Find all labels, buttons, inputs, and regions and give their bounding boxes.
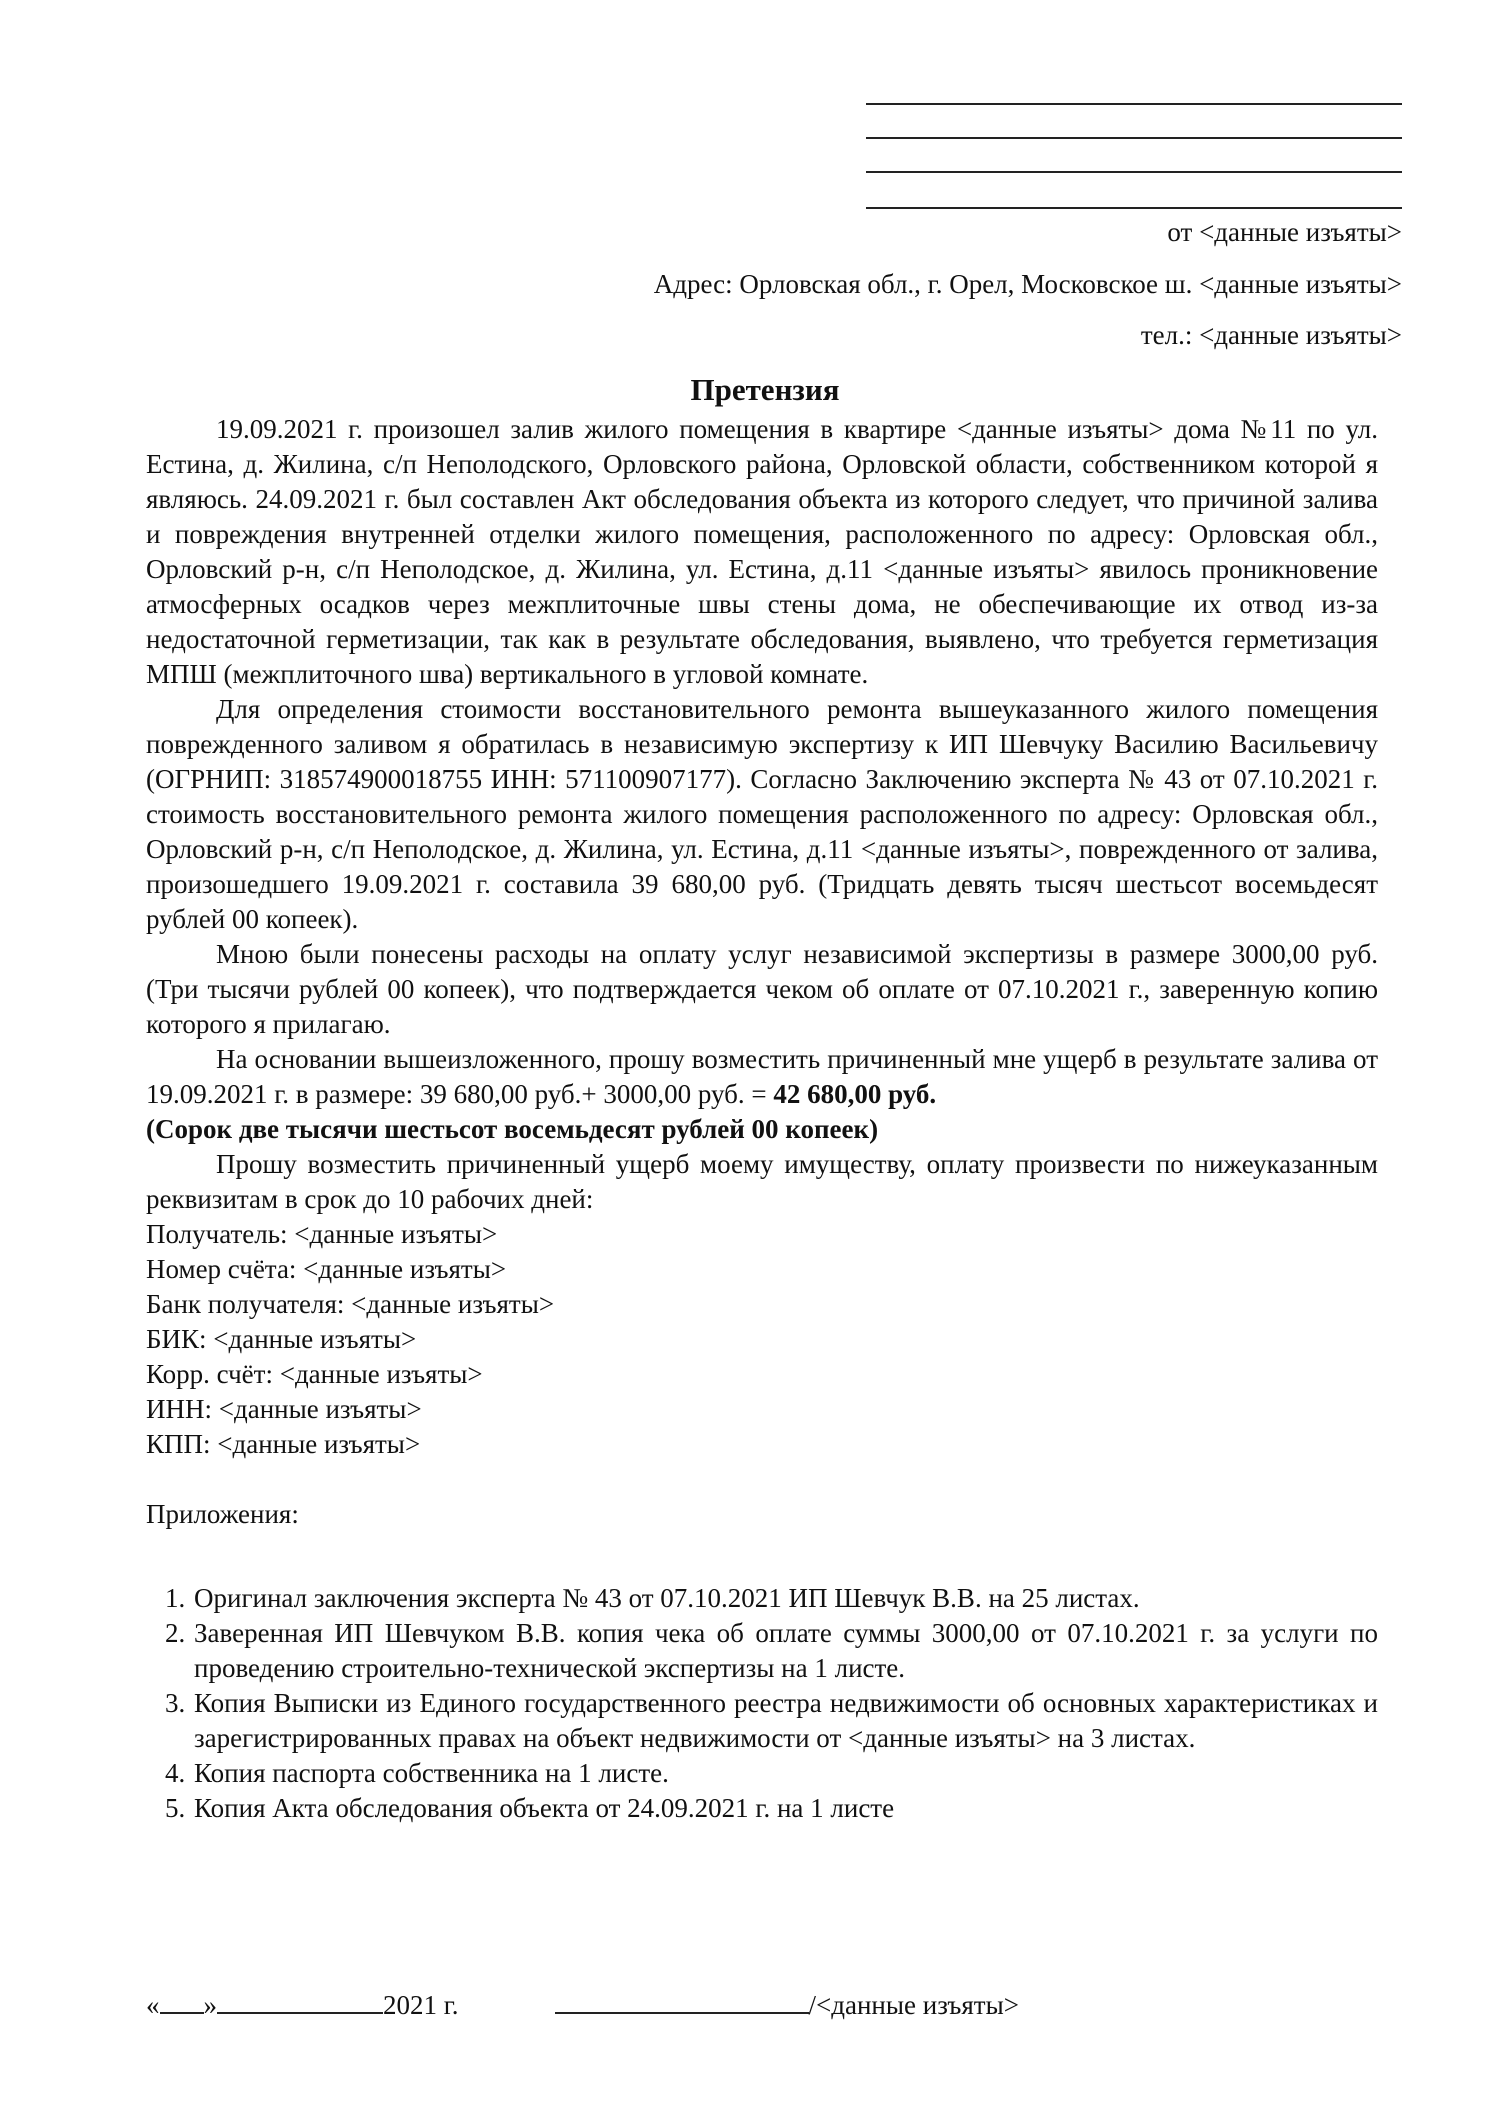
document-body — [146, 412, 1378, 1826]
signature-blank — [555, 1986, 809, 2014]
requisite-recipient: Получатель: <данные изъяты> — [146, 1219, 498, 1249]
attachments-label: Приложения: — [146, 1499, 299, 1529]
requisite-corr-account: Корр. счёт: <данные изъяты> — [146, 1359, 483, 1389]
attachment-item: 3. Копия Выписки из Единого государственного реестра недвижимости об основных характеристиках и зарегистрированных правах на объект недвижимости от <данные изъяты> на 3 листах. — [192, 1686, 1378, 1756]
document-title: Претензия — [690, 372, 840, 407]
requisite-inn: ИНН: <данные изъяты> — [146, 1394, 422, 1424]
requisite-account: Номер счёта: <данные изъяты> — [146, 1254, 507, 1284]
paragraph-demand — [146, 1042, 1378, 1112]
addressee-blank-line — [866, 137, 1402, 139]
requisites-list — [146, 1217, 1378, 1462]
month-blank — [217, 1986, 383, 2014]
signature-line — [146, 1986, 1019, 2023]
attachment-item: 5. Копия Акта обследования объекта от 24.09.2021 г. на 1 листе — [192, 1791, 1378, 1826]
demand-text: На основании вышеизложенного, прошу возместить причиненный мне ущерб в результате залива от 19.09.2021 г. в размере: 39 680,00 руб.+ 3000,00 руб. = — [146, 1044, 1378, 1109]
paragraph-payment-request: Прошу возместить причиненный ущерб моему имуществу, оплату произвести по нижеуказанным реквизитам в срок до 10 рабочих дней: — [146, 1149, 1378, 1214]
addressee-blank-line — [866, 171, 1402, 173]
signature-year: 2021 г. — [383, 1990, 459, 2020]
signature-name: /<данные изъяты> — [808, 1990, 1019, 2020]
requisite-bik: БИК: <данные изъяты> — [146, 1324, 417, 1354]
paragraph-expenses: Мною были понесены расходы на оплату услуг независимой экспертизы в размере 3000,00 руб. (Три тысячи рублей 00 копеек), что подтверждается чеком об оплате от 07.10.2021 г., заверенную копию которого я прилагаю. — [146, 939, 1378, 1039]
addressee-blank-line — [866, 103, 1402, 105]
demand-total-words: (Сорок две тысячи шестьсот восемьдесят рублей 00 копеек) — [146, 1114, 879, 1144]
demand-total: 42 680,00 руб. — [773, 1079, 937, 1109]
day-blank — [160, 1986, 204, 2014]
date-close-quote: » — [203, 1990, 217, 2020]
attachment-item: 2. Заверенная ИП Шевчуком В.В. копия чека об оплате суммы 3000,00 от 07.10.2021 г. за услуги по проведению строительно-технической экспертизы на 1 листе. — [192, 1616, 1378, 1686]
sender-address: Адрес: Орловская обл., г. Орел, Московское ш. <данные изъяты> — [653, 269, 1402, 299]
date-open-quote: « — [146, 1990, 160, 2020]
paragraph-incident: 19.09.2021 г. произошел залив жилого помещения в квартире <данные изъяты> дома №11 по ул. Естина, д. Жилина, с/п Неполодского, Орловского района, Орловской области, собственником которой я являюсь. 24.09.2021 г. был составлен Акт обследования объекта из которого следует, что причиной залива и повреждения внутренней отделки жилого помещения, расположенного по адресу: Орловская обл., Орловский р-н, с/п Неполодское, д. Жилина, ул. Естина, д.11 <данные изъяты> явилось проникновение атмосферных осадков через межплиточные швы стены дома, не обеспечивающие их отвод из-за недостаточной герметизации, так как в результате обследования, выявлено, что требуется герметизация МПШ (межплиточного шва) вертикального в угловой комнате. — [146, 414, 1378, 689]
attachment-item: 4. Копия паспорта собственника на 1 листе. — [192, 1756, 1378, 1791]
sender-from: от <данные изъяты> — [1167, 217, 1402, 247]
requisite-bank: Банк получателя: <данные изъяты> — [146, 1289, 555, 1319]
addressee-blank-line — [866, 207, 1402, 209]
attachment-item: 1. Оригинал заключения эксперта № 43 от 07.10.2021 ИП Шевчук В.В. на 25 листах. — [192, 1581, 1378, 1616]
paragraph-expertise: Для определения стоимости восстановительного ремонта вышеуказанного жилого помещения поврежденного заливом я обратилась в независимую экспертизу к ИП Шевчуку Василию Васильевичу (ОГРНИП: 318574900018755 ИНН: 571100907177). Согласно Заключению эксперта № 43 от 07.10.2021 г. стоимость восстановительного ремонта жилого помещения расположенного по адресу: Орловская обл., Орловский р-н, с/п Неполодское, д. Жилина, ул. Естина, д.11 <данные изъяты>, поврежденного от залива, произошедшего 19.09.2021 г. составила 39 680,00 руб. (Тридцать девять тысяч шестьсот восемьдесят рублей 00 копеек). — [146, 694, 1378, 934]
attachments-list — [146, 1581, 1378, 1826]
sender-phone: тел.: <данные изъяты> — [1140, 320, 1402, 350]
requisite-kpp: КПП: <данные изъяты> — [146, 1429, 421, 1459]
